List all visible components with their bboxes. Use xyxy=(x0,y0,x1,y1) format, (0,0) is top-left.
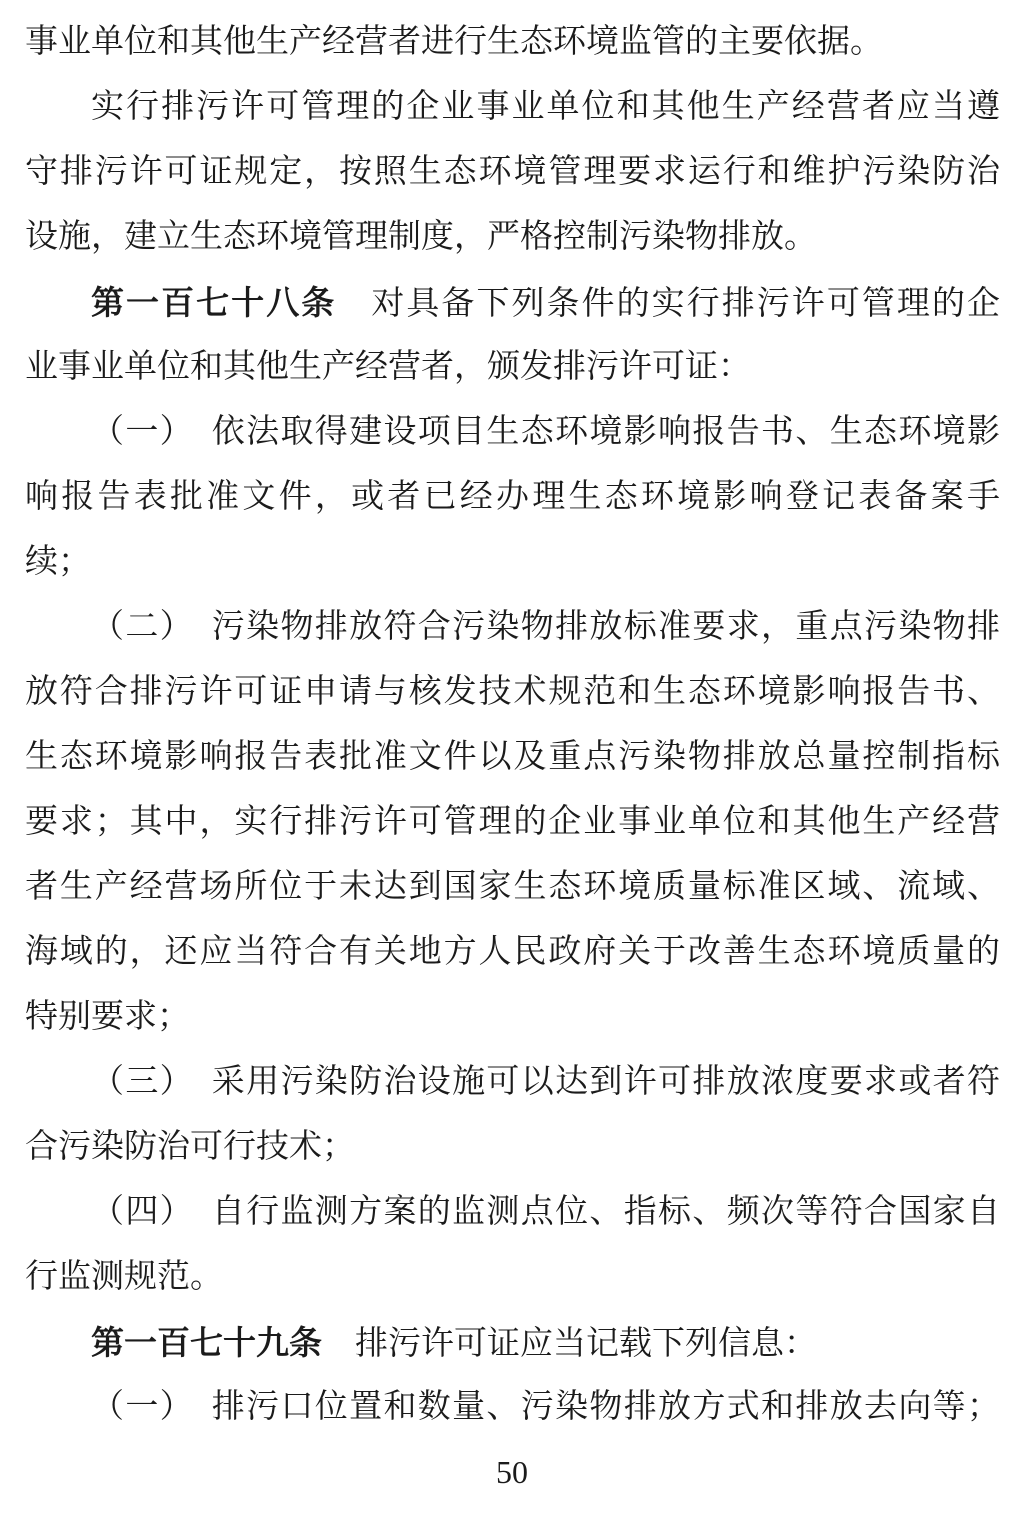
text-line-19-item-4: （四） 自行监测方案的监测点位、指标、频次等符合国家自 xyxy=(91,1194,1000,1230)
text-line-06: 业事业单位和其他生产经营者，颁发排污许可证： xyxy=(25,349,751,385)
text-line-21-article-179 xyxy=(25,1310,1000,1375)
text-line-15: 海域的，还应当符合有关地方人民政府关于改善生态环境质量的 xyxy=(25,934,1000,970)
text-line-03: 守排污许可证规定，按照生态环境管理要求运行和维护污染防治 xyxy=(25,154,1000,190)
text-line-14: 者生产经营场所位于未达到国家生态环境质量标准区域、流域、 xyxy=(25,869,1000,905)
text-line-01: 事业单位和其他生产经营者进行生态环境监管的主要依据。 xyxy=(25,24,883,60)
article-number-178: 第一百七十八条 xyxy=(91,284,337,321)
text-line-10-item-2: （二） 污染物排放符合污染物排放标准要求，重点污染物排 xyxy=(91,609,1000,645)
page-number: 50 xyxy=(496,1454,528,1490)
text-line-17-item-3: （三） 采用污染防治设施可以达到许可排放浓度要求或者符 xyxy=(91,1064,1000,1100)
text-line-05-article-178 xyxy=(25,270,1000,335)
text-line-12: 生态环境影响报告表批准文件以及重点污染物排放总量控制指标 xyxy=(25,739,1000,775)
text-line-09: 续； xyxy=(25,544,91,580)
text-line-11: 放符合排污许可证申请与核发技术规范和生态环境影响报告书、 xyxy=(25,674,1000,710)
article-number-179: 第一百七十九条 xyxy=(91,1324,322,1361)
text-line-22-item-1: （一） 排污口位置和数量、污染物排放方式和排放去向等； xyxy=(91,1389,1000,1425)
text-line-08: 响报告表批准文件，或者已经办理生态环境影响登记表备案手 xyxy=(25,479,1000,515)
document-text-block xyxy=(25,10,1000,1440)
text-line-13: 要求；其中，实行排污许可管理的企业事业单位和其他生产经营 xyxy=(25,804,1000,840)
text-line-02: 实行排污许可管理的企业事业单位和其他生产经营者应当遵 xyxy=(91,89,1000,125)
article-178-lead-text: 对具备下列条件的实行排污许可管理的企 xyxy=(336,286,1001,322)
text-line-16: 特别要求； xyxy=(25,999,190,1035)
article-179-lead-text: 排污许可证应当记载下列信息： xyxy=(322,1326,817,1362)
text-line-07-item-1: （一） 依法取得建设项目生态环境影响报告书、生态环境影 xyxy=(91,414,1000,450)
text-line-18: 合污染防治可行技术； xyxy=(25,1129,355,1165)
text-line-04: 设施，建立生态环境管理制度，严格控制污染物排放。 xyxy=(25,219,817,255)
text-line-20: 行监测规范。 xyxy=(25,1259,223,1295)
